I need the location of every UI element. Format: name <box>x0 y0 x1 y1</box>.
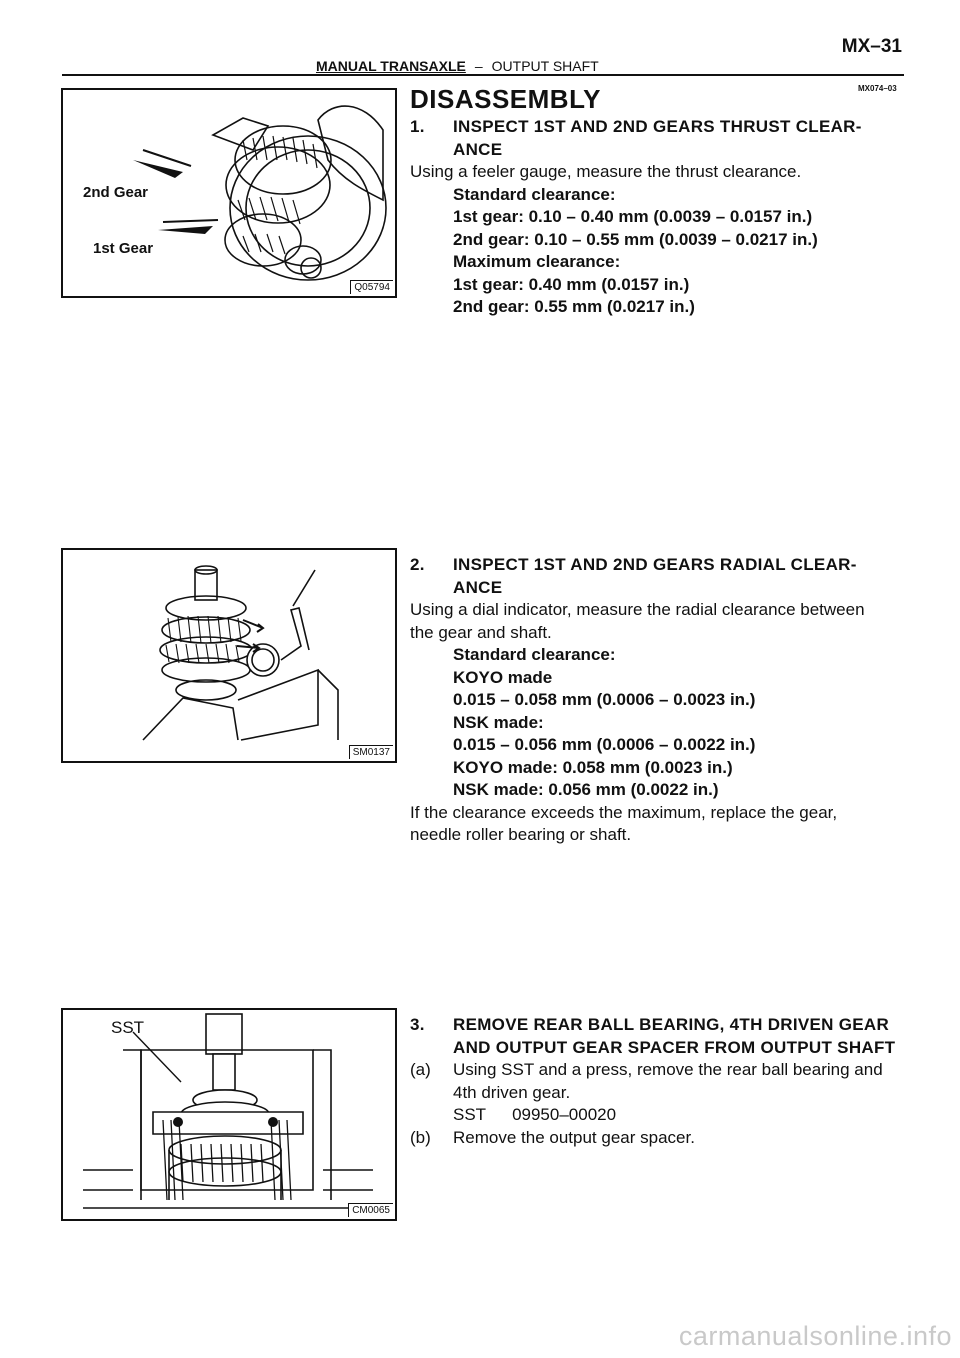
running-header <box>316 58 599 74</box>
body-line: the gear and shaft. <box>410 622 552 642</box>
heading-line: INSPECT 1ST AND 2ND GEARS RADIAL CLEAR- <box>453 555 857 574</box>
heading-line: AND OUTPUT GEAR SPACER FROM OUTPUT SHAFT <box>453 1037 896 1057</box>
page-number: MX–31 <box>841 36 902 57</box>
substep-number: (a) <box>410 1060 431 1079</box>
step-1-heading <box>410 116 905 161</box>
heading-line: REMOVE REAR BALL BEARING, 4TH DRIVEN GEAR <box>453 1015 890 1034</box>
header-separator: – <box>474 58 483 74</box>
heading-line: ANCE <box>453 577 503 597</box>
spec-line: Maximum clearance: <box>453 252 621 271</box>
spec-line: Standard clearance: <box>453 645 616 664</box>
step-3-heading <box>410 1014 905 1059</box>
heading-line: INSPECT 1ST AND 2ND GEARS THRUST CLEAR- <box>453 117 862 136</box>
header-section: MANUAL TRANSAXLE <box>316 58 466 74</box>
reference-code: MX074–03 <box>858 84 897 93</box>
figure-thrust-clearance <box>61 88 397 298</box>
step-number: 3. <box>410 1015 425 1034</box>
substep-a <box>410 1059 905 1127</box>
substep-line: Remove the output gear spacer. <box>453 1127 695 1147</box>
figure-code: CM0065 <box>348 1203 393 1217</box>
substep-b <box>410 1127 905 1150</box>
step-2-heading <box>410 554 905 599</box>
substep-line: Using SST and a press, remove the rear ball bearing and <box>453 1060 883 1079</box>
figure-code: Q05794 <box>350 280 393 294</box>
note-line: If the clearance exceeds the maximum, replace the gear, <box>410 802 838 822</box>
substep-number: (b) <box>410 1127 431 1147</box>
sst-number: 09950–00020 <box>512 1105 617 1124</box>
substep-line: 4th driven gear. <box>453 1082 571 1102</box>
sst-label: SST <box>453 1105 487 1124</box>
step-number: 1. <box>410 117 425 136</box>
spec-line: 2nd gear: 0.55 mm (0.0217 in.) <box>453 297 695 316</box>
press-illustration <box>63 1010 395 1219</box>
spec-line: NSK made: 0.056 mm (0.0022 in.) <box>453 780 719 799</box>
header-rule <box>62 74 904 76</box>
spec-line: 0.015 – 0.058 mm (0.0006 – 0.0023 in.) <box>453 690 756 709</box>
step-3 <box>410 1014 905 1149</box>
figure-radial-clearance <box>61 548 397 763</box>
body-line: Using a dial indicator, measure the radial clearance between <box>410 600 865 619</box>
figure-press-removal <box>61 1008 397 1221</box>
dial-indicator-illustration <box>63 550 395 761</box>
sst-reference <box>453 1104 905 1127</box>
spec-line: NSK made: <box>453 712 544 732</box>
heading-line: ANCE <box>453 139 503 159</box>
note-line: needle roller bearing or shaft. <box>410 825 632 844</box>
step-1-body: Using a feeler gauge, measure the thrust clearance. <box>410 162 802 181</box>
spec-line: 2nd gear: 0.10 – 0.55 mm (0.0039 – 0.0217 in.) <box>453 229 818 249</box>
spec-line: 1st gear: 0.10 – 0.40 mm (0.0039 – 0.0157 in.) <box>453 207 813 226</box>
spec-line: Standard clearance: <box>453 184 616 204</box>
spec-line: KOYO made: 0.058 mm (0.0023 in.) <box>453 757 733 777</box>
step-1 <box>410 116 905 319</box>
label-1st-gear: 1st Gear <box>93 240 154 257</box>
label-sst: SST <box>111 1018 145 1037</box>
spec-line: 1st gear: 0.40 mm (0.0157 in.) <box>453 274 690 294</box>
step-number: 2. <box>410 555 425 574</box>
page-title: DISASSEMBLY <box>410 84 601 114</box>
spec-line: 0.015 – 0.056 mm (0.0006 – 0.0022 in.) <box>453 735 756 754</box>
step-2 <box>410 554 905 847</box>
figure-code: SM0137 <box>349 745 393 759</box>
spec-line: KOYO made <box>453 667 553 687</box>
watermark: carmanualsonline.info <box>678 1321 952 1351</box>
header-subsection: OUTPUT SHAFT <box>491 58 599 74</box>
label-2nd-gear: 2nd Gear <box>83 184 149 201</box>
